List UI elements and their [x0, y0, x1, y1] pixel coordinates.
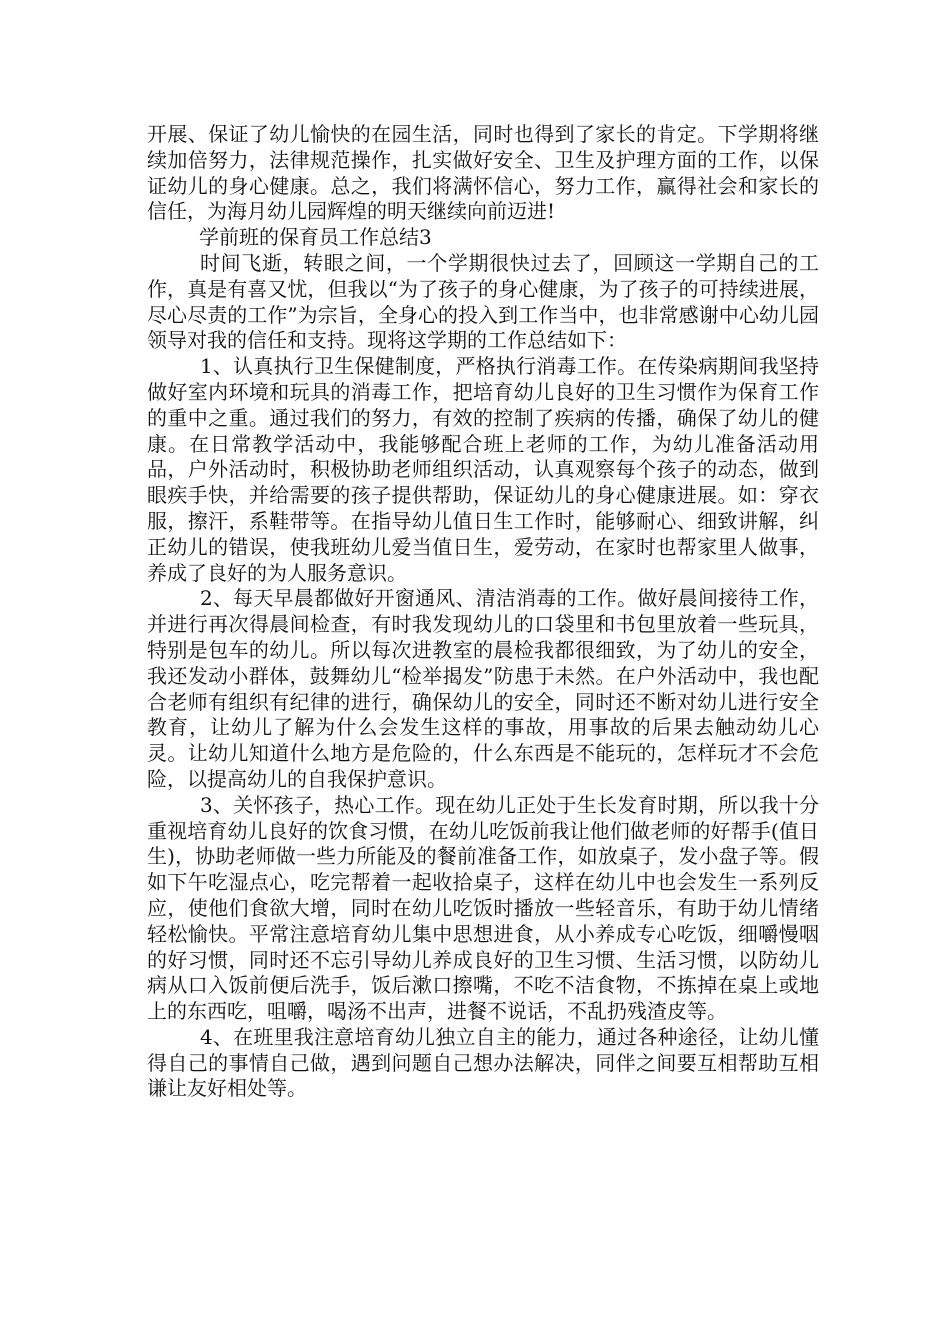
paragraph-continuation: 开展、保证了幼儿愉快的在园生活，同时也得到了家长的肯定。下学期将继续加倍努力，法律规范操作，扎实做好安全、卫生及护理方面的工作，以保证幼儿的身心健康。总之，我们将满怀信心，努力工作，赢得社会和家长的信任，为海月幼儿园辉煌的明天继续向前迈进! [147, 122, 819, 224]
paragraph-item-2: 2、每天早晨都做好开窗通风、清洁消毒的工作。做好晨间接待工作，并进行再次得晨间检查，有时我发现幼儿的口袋里和书包里放着一些玩具，特别是包车的幼儿。所以每次进教室的晨检我都很细致，为了幼儿的安全，我还发动小群体，鼓舞幼儿“检举揭发”防患于未然。在户外活动中，我也配合老师有组织有纪律的进行，确保幼儿的安全，同时还不断对幼儿进行安全教育，让幼儿了解为什么会发生这样的事故，用事故的后果去触动幼儿心灵。让幼儿知道什么地方是危险的，什么东西是不能玩的，怎样玩才不会危险，以提高幼儿的自我保护意识。 [147, 586, 819, 791]
paragraph-intro: 时间飞逝，转眼之间，一个学期很快过去了，回顾这一学期自己的工作，真是有喜又忧，但我以“为了孩子的身心健康，为了孩子的可持续进展，尽心尽责的工作”为宗旨，全身心的投入到工作当中，也非常感谢中心幼儿园领导对我的信任和支持。现将这学期的工作总结如下： [147, 250, 819, 353]
paragraph-item-4: 4、在班里我注意培育幼儿独立自主的能力，通过各种途径，让幼儿懂得自己的事情自己做，遇到问题自己想办法解决，同伴之间要互相帮助互相谦让友好相处等。 [147, 1024, 819, 1101]
paragraph-item-3: 3、关怀孩子，热心工作。现在幼儿正处于生长发育时期，所以我十分重视培育幼儿良好的饮食习惯，在幼儿吃饭前我让他们做老师的好帮手(值日生)，协助老师做一些力所能及的餐前准备工作，如放桌子，发小盘子等。假如下午吃湿点心，吃完帮着一起收拾桌子，这样在幼儿中也会发生一系列反应，使他们食欲大增，同时在幼儿吃饭时播放一些轻音乐，有助于幼儿情绪轻松愉快。平常注意培育幼儿集中思想进食，从小养成专心吃饭，细嚼慢咽的好习惯，同时还不忘引导幼儿养成良好的卫生习惯、生活习惯，以防幼儿病从口入饭前便后洗手，饭后漱口擦嘴，不吃不洁食物，不拣掉在桌上或地上的东西吃，咀嚼，喝汤不出声，进餐不说话，不乱扔残渣皮等。 [147, 792, 819, 1024]
paragraph-item-1: 1、认真执行卫生保健制度，严格执行消毒工作。在传染病期间我坚持做好室内环境和玩具的消毒工作，把培育幼儿良好的卫生习惯作为保育工作的重中之重。通过我们的努力，有效的控制了疾病的传播，确保了幼儿的健康。在日常教学活动中，我能够配合班上老师的工作，为幼儿准备活动用品，户外活动时，积极协助老师组织活动，认真观察每个孩子的动态，做到眼疾手快，并给需要的孩子提供帮助，保证幼儿的身心健康进展。如：穿衣服，擦汗，系鞋带等。在指导幼儿值日生工作时，能够耐心、细致讲解，纠正幼儿的错误，使我班幼儿爱当值日生，爱劳动，在家时也帮家里人做事，养成了良好的为人服务意识。 [147, 354, 819, 585]
document-body [147, 122, 819, 1102]
section-title: 学前班的保育员工作总结3 [199, 225, 432, 250]
